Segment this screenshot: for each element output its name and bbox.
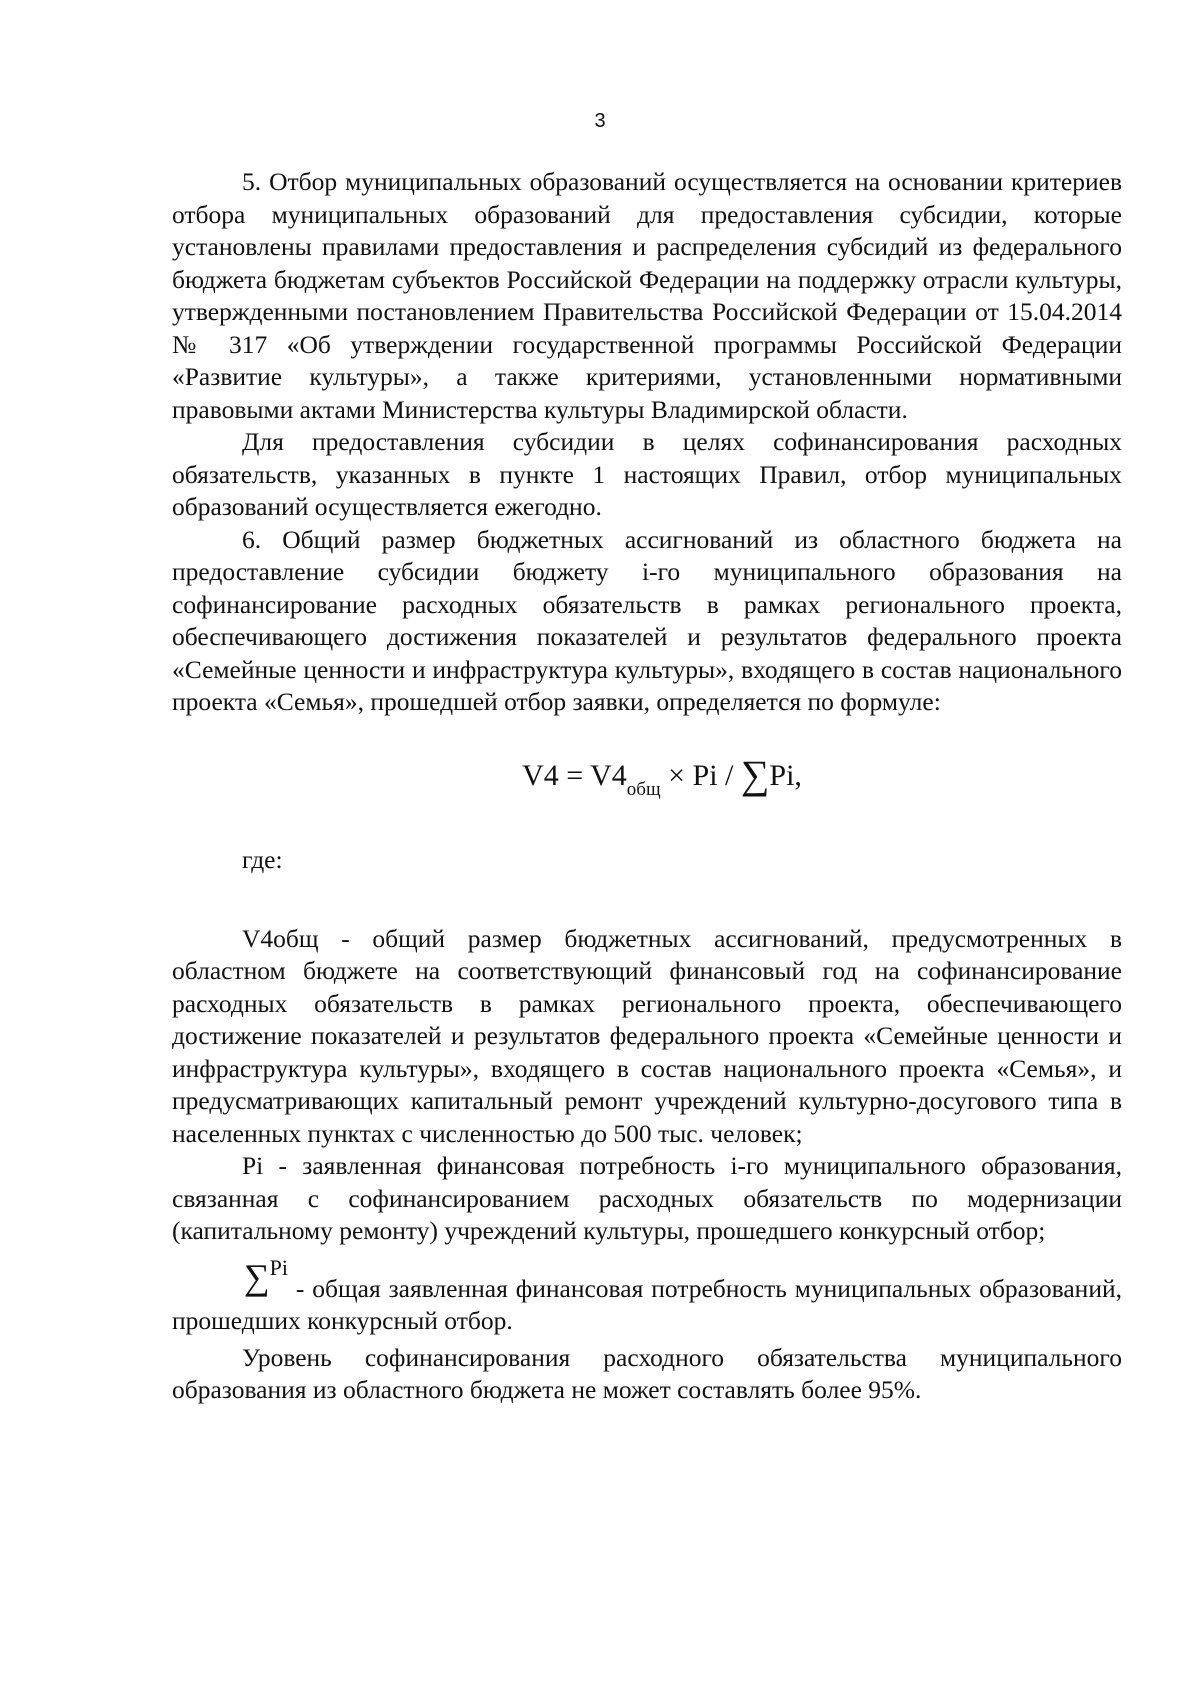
sum-pi-text: - общая заявленная финансовая потребность муниципальных образований, прошедших конкурсный отбор. xyxy=(172,1273,1122,1335)
definition-sum-pi xyxy=(172,1252,1122,1338)
formula-lhs: V4 = V4 xyxy=(522,758,627,792)
formula xyxy=(172,751,1122,807)
where-label: где: xyxy=(242,845,283,874)
formula-tail: Pi, xyxy=(769,758,802,792)
definition-pi: Pi - заявленная финансовая потребность i-го муниципального образования, связанная с софинансированием расходных обязательств по модернизации (капитальному ремонту) учреждений культуры, прошедшего конкурсный отбор; xyxy=(172,1151,1122,1245)
definition-v4: V4общ - общий размер бюджетных ассигнований, предусмотренных в областном бюджете на соответствующий финансовый год на софинансирование расходных обязательств в рамках регионального проекта, обеспечивающего достижение показателей и результатов федерального проекта «Семейные ценности и инфраструктура культуры», входящего в состав национального проекта «Семья», и предусматривающих капитальный ремонт учреждений культурно-досугового типа в населенных пунктах с численностью до 500 тыс. человек; xyxy=(172,923,1122,1148)
sum-symbol xyxy=(244,1252,289,1297)
formula-subscript: общ xyxy=(626,778,661,800)
paragraph-6: 6. Общий размер бюджетных ассигнований из областного бюджета на предоставление субсидии бюджету i-го муниципального образования на софинансирование расходных обязательств в рамках регионального проекта, обеспечивающего достижения показателей и результатов федерального проекта «Семейные ценности и инфраструктура культуры», входящего в состав национального проекта «Семья», прошедшей отбор заявки, определяется по формуле: xyxy=(172,524,1122,716)
document-body xyxy=(172,166,1122,1407)
formula-middle: × Pi / xyxy=(660,758,741,792)
paragraph-5: 5. Отбор муниципальных образований осуществляется на основании критериев отбора муниципальных образований для предоставления субсидии, которые установлены правилами предоставления и распределения субсидий из федерального бюджета бюджетам субъектов Российской Федерации на поддержку отрасли культуры, утвержденными постановлением Правительства Российской Федерации от 15.04.2014 № 317 «Об утверждении государственной программы Российской Федерации «Развитие культуры», а также критериями, установленными нормативными правовыми актами Министерства культуры Владимирской области. xyxy=(172,167,1122,424)
sum-symbol: ∑ xyxy=(740,751,770,797)
final-paragraph: Уровень софинансирования расходного обязательства муниципального образования из областного бюджета не может составлять более 95%. xyxy=(172,1342,1122,1404)
sum-sign: ∑ xyxy=(244,1256,270,1297)
page-number: 3 xyxy=(594,110,606,132)
paragraph-5-selection: Для предоставления субсидии в целях софинансирования расходных обязательств, указанных в пункте 1 настоящих Правил, отбор муниципальных образований осуществляется ежегодно. xyxy=(172,427,1122,521)
sum-pi-label: Pi xyxy=(269,1254,289,1280)
